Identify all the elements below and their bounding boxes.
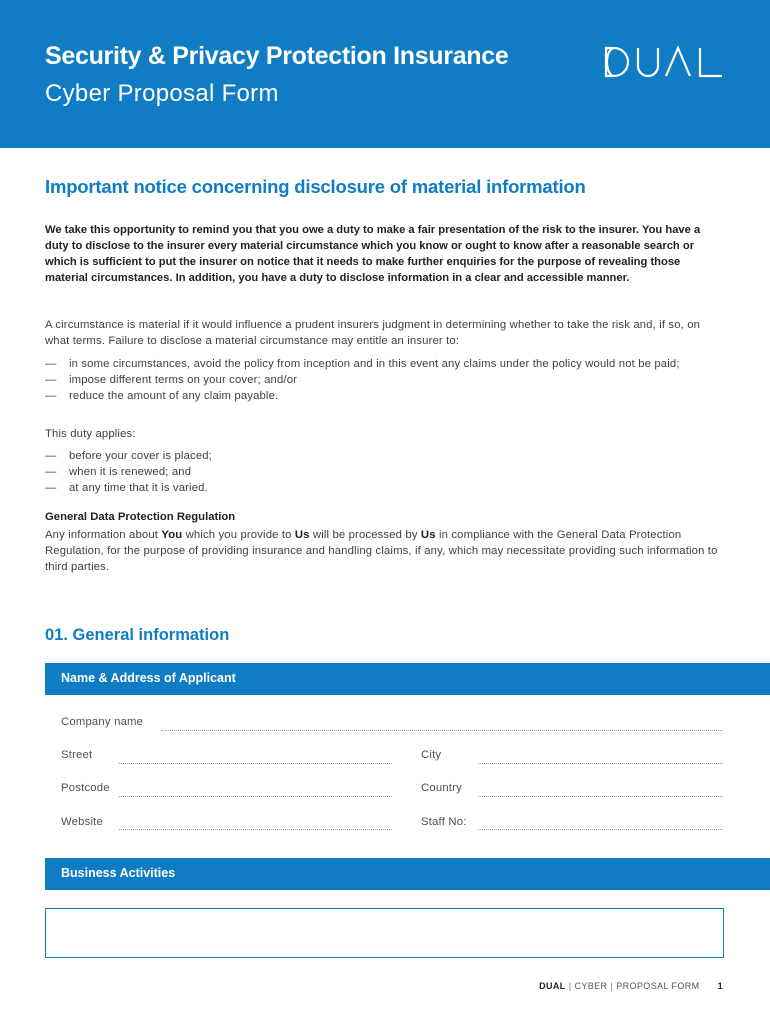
street-field[interactable]: [119, 763, 392, 764]
company-name-label: Company name: [61, 716, 144, 728]
list-item: — reduce the amount of any claim payable.: [45, 390, 279, 402]
footer-brand: DUAL: [539, 981, 566, 991]
business-activities-textbox[interactable]: [45, 908, 724, 958]
page-header: [0, 0, 770, 148]
postcode-label: Postcode: [61, 782, 110, 794]
page-footer: DUAL | CYBER | PROPOSAL FORM 1: [539, 981, 723, 991]
city-field[interactable]: [478, 763, 723, 764]
street-label: Street: [61, 749, 93, 761]
staff-no-label: Staff No:: [421, 816, 467, 828]
website-label: Website: [61, 816, 104, 828]
footer-doc-name: PROPOSAL FORM: [616, 981, 700, 991]
material-circumstance-paragraph: A circumstance is material if it would influence a prudent insurers judgment in determining whether to take the risk and, if so, on what terms. Failure to disclose a material circumstance may entitle an insurer to:: [45, 319, 701, 347]
page-title: Security & Privacy Protection Insurance: [45, 42, 509, 70]
gdpr-heading: General Data Protection Regulation: [45, 511, 236, 523]
business-activities-bar: [45, 858, 770, 890]
city-label: City: [421, 749, 442, 761]
postcode-field[interactable]: [119, 796, 392, 797]
company-name-field[interactable]: [161, 730, 723, 731]
country-field[interactable]: [478, 796, 723, 797]
section-heading-general-information: 01. General information: [45, 626, 230, 644]
list-item: — impose different terms on your cover; and/or: [45, 374, 298, 386]
footer-product: CYBER: [574, 981, 608, 991]
staff-no-field[interactable]: [478, 829, 723, 830]
applicant-section-bar: [45, 663, 770, 695]
consequences-list: [45, 356, 725, 404]
notice-heading: Important notice concerning disclosure of material information: [45, 176, 586, 197]
dual-logo: [602, 44, 726, 80]
gdpr-paragraph: Any information about You which you provide to Us will be processed by Us in compliance with the General Data Protection Regulation, for the purpose of providing insurance and handling claims, if any, which may necessitate providing such information to third parties.: [45, 529, 718, 573]
website-field[interactable]: [119, 829, 392, 830]
list-item: — in some circumstances, avoid the policy from inception and in this event any claims under the policy would not be paid;: [45, 358, 680, 370]
applicant-section-title: Name & Address of Applicant: [61, 671, 236, 685]
duty-of-disclosure-paragraph: We take this opportunity to remind you that you owe a duty to make a fair presentation of the risk to the insurer. You have a duty to disclose to the insurer every material circumstance which you know or ought to know after a reasonable search or which is sufficient to put the insurer on notice that it needs to make further enquiries for the purpose of revealing those material circumstances. In addition, you have a duty to disclose information in a clear and accessible manner.: [45, 224, 701, 284]
list-item: — before your cover is placed;: [45, 450, 212, 462]
page-number: 1: [717, 981, 723, 991]
list-item: — when it is renewed; and: [45, 466, 192, 478]
duty-applies-list: [45, 448, 725, 496]
list-item: — at any time that it is varied.: [45, 482, 208, 494]
page-subtitle: Cyber Proposal Form: [45, 80, 279, 107]
country-label: Country: [421, 782, 462, 794]
business-activities-title: Business Activities: [61, 866, 176, 880]
duty-applies-text: This duty applies:: [45, 428, 136, 440]
